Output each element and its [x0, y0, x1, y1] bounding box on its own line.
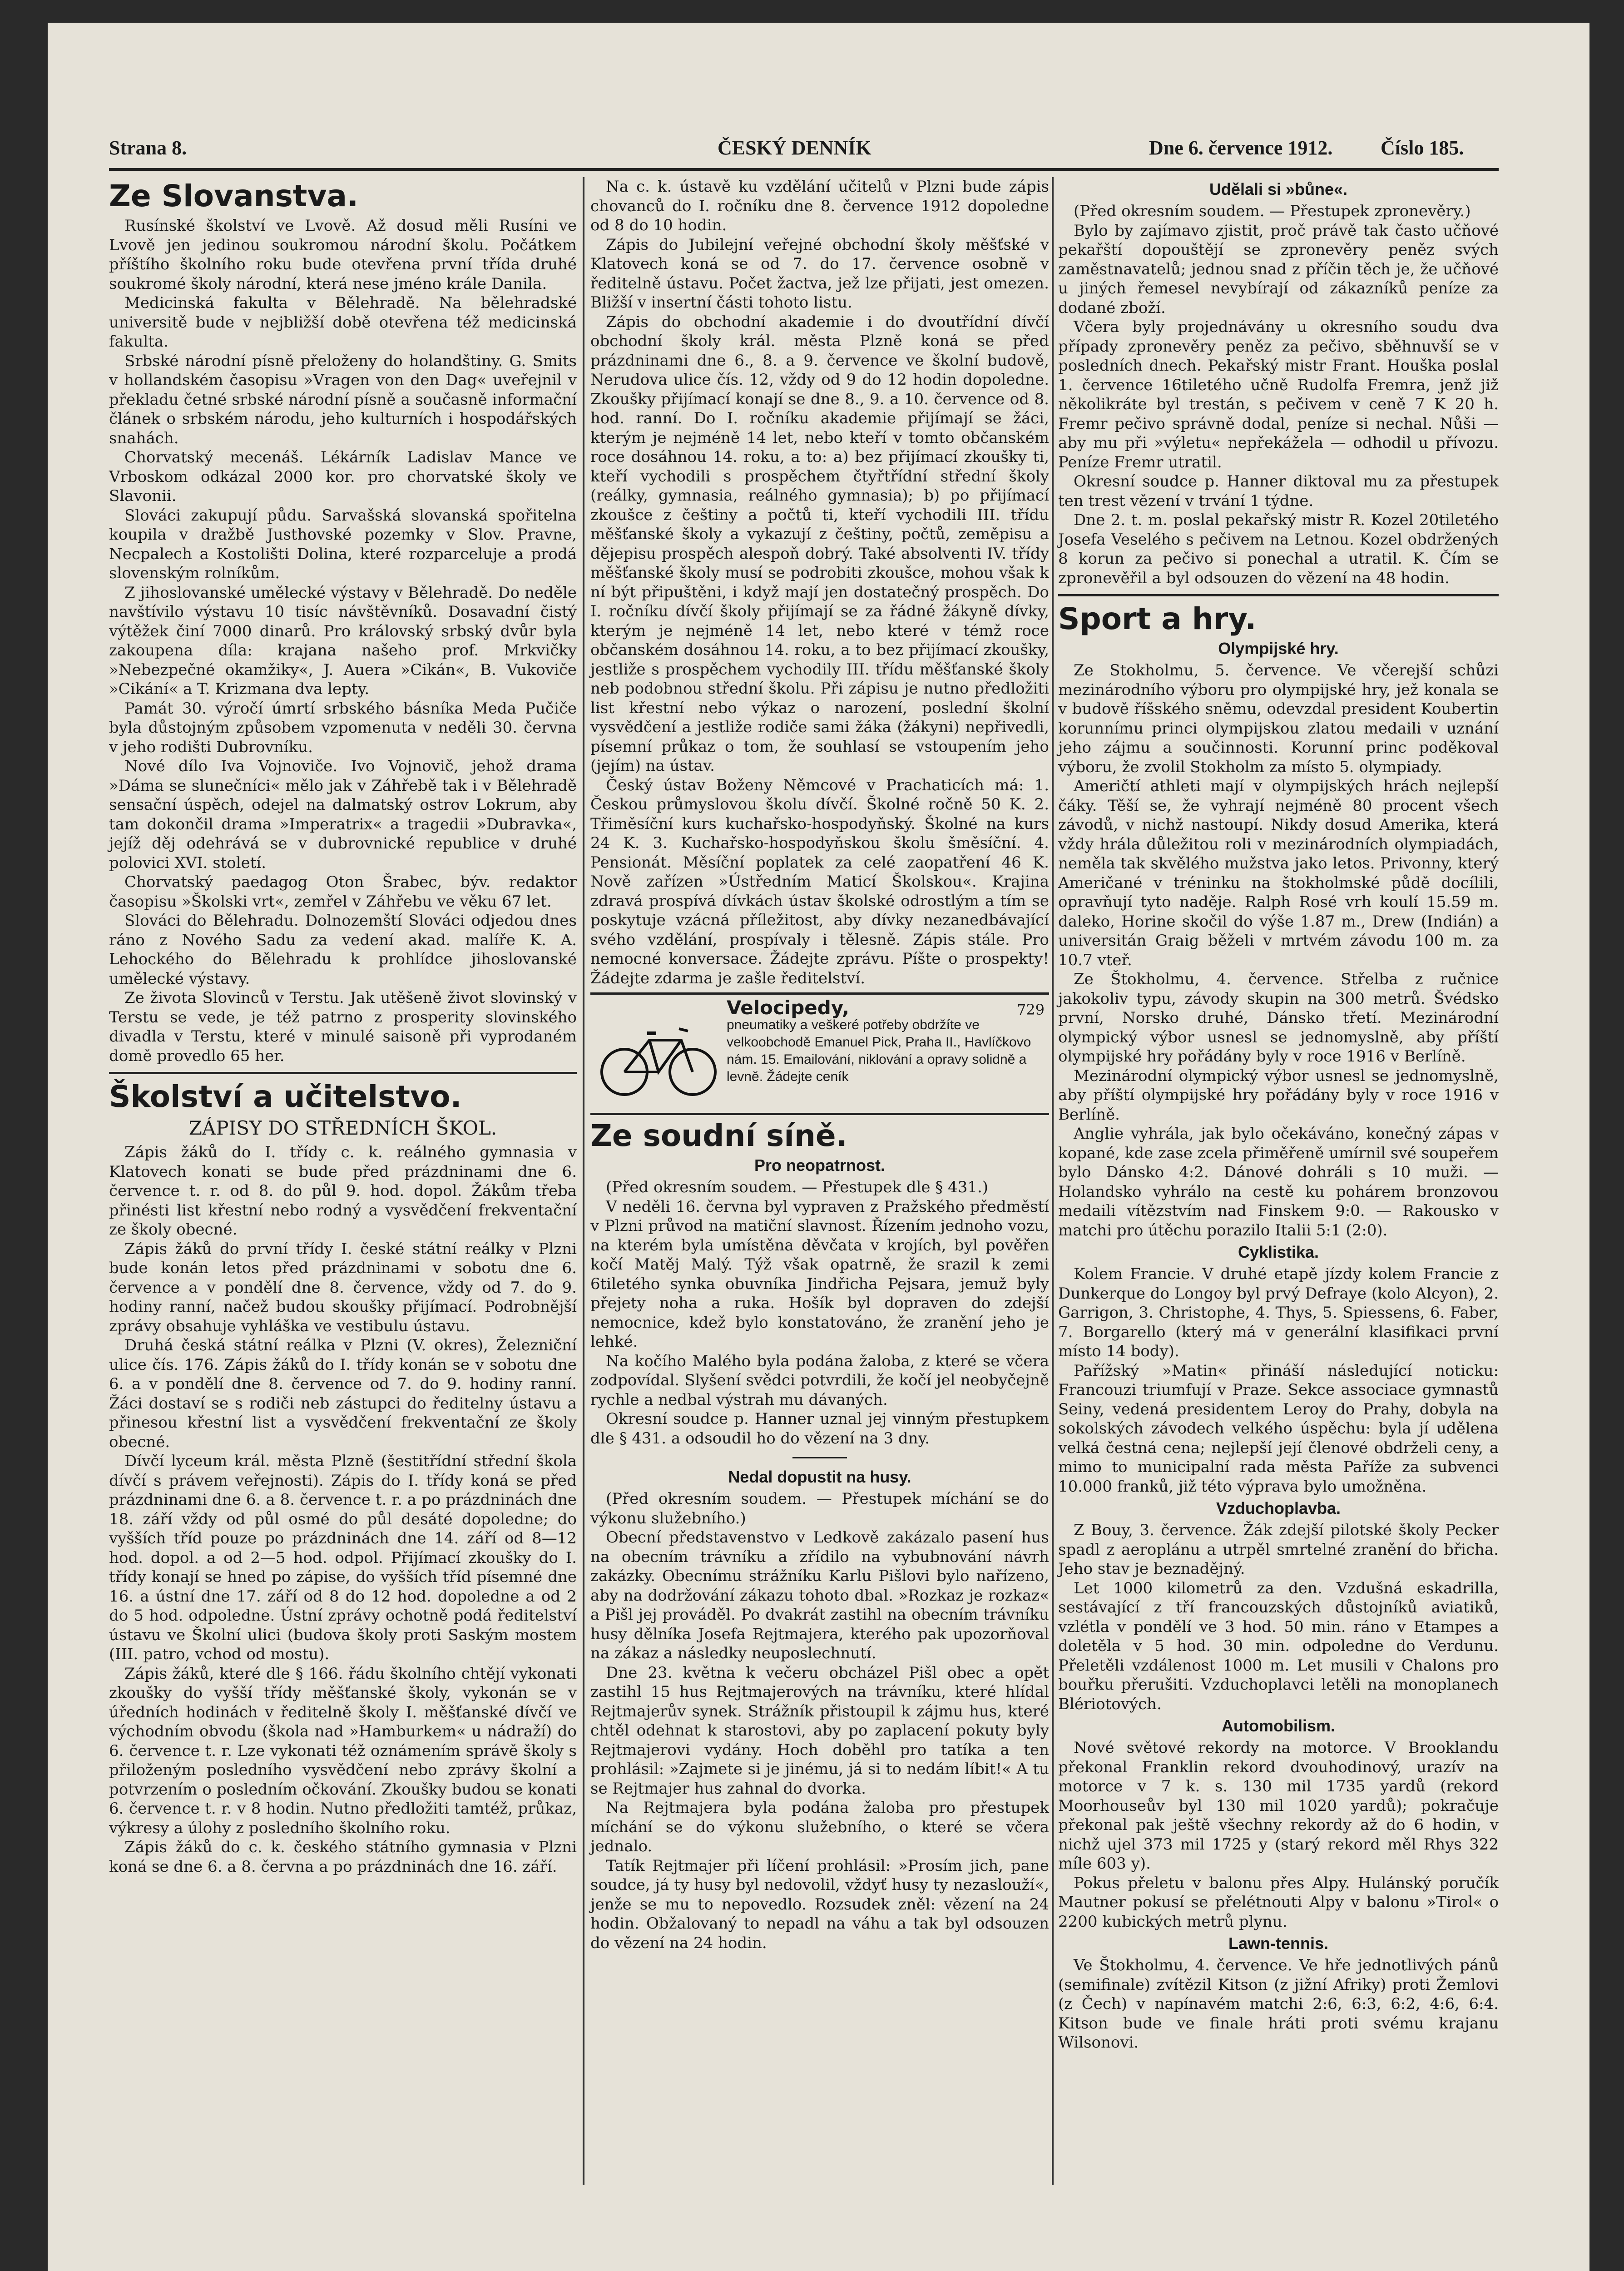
article-paragraph: Srbské národní písně přeloženy do holandštiny. G. Smits v hollandském časopisu »Vragen von den Dag« uveřejnil v překladu četné srbské národní písně a současně informační článek o srbském národu, jeho kulturních i hospodářských snahách.	[109, 352, 577, 447]
article-heading: ZÁPISY DO STŘEDNÍCH ŠKOL.	[188, 1117, 497, 1139]
article-paragraph: Druhá česká státní reálka v Plzni (V. okres), Železniční ulice čís. 176. Zápis žáků do I. třídy konán se v sobotu dne 6. a v pondělí dne 8. července od 7. do 9. hodiny ranní. Žáci dostaví se s rodiči neb zástupci do ředitelny ústavu a přinesou křestní list a vysvědčení frekventační ze školy obecné.	[109, 1336, 577, 1451]
article-heading: Nedal dopustit na husy.	[728, 1468, 911, 1486]
article-paragraph: Kolem Francie. V druhé etapě jízdy kolem Francie z Dunkerque do Longoy byl prvý Defraye (kolo Alcyon), 2. Garrigon, 3. Christophe, 4. Thys, 5. Spiessens, 6. Faber, 7. Borgarello (který má v generální klasifikaci první místo 14 body).	[1058, 1265, 1499, 1360]
article-paragraph: Medicinská fakulta v Bělehradě. Na bělehradské universitě bude v nejbližší době otevřena též medicinská fakulta.	[109, 294, 577, 351]
article-heading: Cyklistika.	[1238, 1243, 1319, 1261]
article-paragraph: Slováci zakupují půdu. Sarvašská slovanská spořitelna koupila v dražbě Justhovské pozemky v Slov. Pravne, Necpalech a Kostolišti Dolina, které rozparceluje a prodá slovenským rolníkům.	[109, 506, 577, 582]
column-divider	[1052, 177, 1054, 2185]
column-3	[1058, 177, 1499, 2053]
article-paragraph: Ze Stokholmu, 5. července. Ve včerejší schůzi mezinárodního výboru pro olympijské hry, jež konala se v budově říšského sněmu, odevzdal president Koubertin korunnímu princi olympijskou zlatou medaili v uznání jeho zájmu a součinnosti. Korunní princ poděkoval výboru, že zvolil Stokholm za místo 5. olympiady.	[1058, 661, 1499, 776]
article-paragraph: (Před okresním soudem. — Přestupek míchání se do výkonu služebního.)	[590, 1490, 1049, 1527]
article-paragraph: Nové světové rekordy na motorce. V Brooklandu překonal Franklin rekord dvouhodinový, urazív na motorce v 7 k. s. 130 mil 1735 yardů (rekord Moorhouseův byl 130 mil 1020 yardů); pokračuje překonal pak ještě všechny rekordy až do 6 hodin, v nichž ujel 373 mil 1725 y (starý rekord měl Rhys 322 míle 603 y).	[1058, 1739, 1499, 1873]
article-paragraph: (Před okresním soudem. — Přestupek dle § 431.)	[606, 1178, 989, 1196]
article-paragraph: Český ústav Boženy Němcové v Prachaticích má: 1. Českou průmyslovou školu dívčí. Školné ročně 50 K. 2. Třiměsíční kurs kuchařsko-hospodyňský. Školné na kurs 24 K. 3. Kuchařsko-hospodyňskou školu šměsíční. 4. Pensionát. Měsíční poplatek za celé zaopatření 46 K. Nově zařízen »Ústředním Maticí Školskou«. Krajina zdravá prospívá dívkách ústav školské odrostlým a tím se poskytuje vzácná příležitost, aby dívky nezanedbávající svého vzdělání, prospívaly i tělesně. Zápis stále. Pro nemocné konversace. Žádejte zprávu. Píšte o prospekty! Žádejte zdarma je zašle ředitelství.	[590, 776, 1049, 987]
section-title-schools: Školství a učitelstvo.	[109, 1079, 462, 1114]
ad-number: 729	[1016, 1001, 1045, 1018]
article-paragraph: V neděli 16. června byl vypraven z Pražského předměstí v Plzni průvod na matiční slavnost. Řízením jednoho vozu, na kterém byla umístěna děvčata v krojích, byl pověřen kočí Matěj Malý. Týž však opatrně, že srazil k zemi 6tiletého synka obuvníka Jindřicha Pejsara, jemuž byly přejety noha a ruka. Hošík byl dopraven do zdejší nemocnice, kdež bylo konstatováno, že zranění jeho je lehké.	[590, 1197, 1049, 1351]
article-paragraph: Na Rejtmajera byla podána žaloba pro přestupek míchání se do výkonu služebního, o které se včera jednalo.	[590, 1799, 1049, 1855]
article-paragraph: Pokus přeletu v balonu přes Alpy. Hulánský poručík Mautner pokusí se přelétnouti Alpy v balonu »Tirol« o 2200 kubických metrů plynu.	[1058, 1874, 1499, 1931]
ad-headline: Velocipedy,	[727, 997, 849, 1019]
article-paragraph: Američtí athleti mají v olympijských hrách nejlepší čáky. Těší se, že vyhrají nejméně 80 procent všech závodů, v nichž nastoupí. Nikdy dosud Amerika, která vždy hrála důležitou roli v mezinárodních olympiadách, neměla tak skvělého mužstva jako letos. Privonny, který Američané v tréninku na štokholmské půdě docílili, opravňují tyto naděje. Ralph Rosé vrh koulí 15.59 m. daleko, Horine skočil do výše 1.87 m., Drew (Indián) a universitán Graig běželi v mrtvém závodu 100 m. za 10.7 vteř.	[1058, 777, 1499, 969]
article-paragraph: Památ 30. výročí úmrtí srbského básníka Meda Pučiče byla důstojným způsobem vzpomenuta v neděli 30. června v jeho rodišti Dubrovníku.	[109, 699, 577, 756]
article-paragraph: Nové dílo Iva Vojnoviče. Ivo Vojnovič, jehož drama »Dáma se slunečníci« mělo jak v Záhřebě tak i v Bělehradě sensační úspěch, odejel na dalmatský ostrov Lokrum, aby tam dokončil drama »Imperatrix« a tragedii »Dubravka«, jejíž děj odehrává se v dubrovnické republice v druhé polovici XVI. století.	[109, 757, 577, 872]
article-heading: Olympijské hry.	[1218, 639, 1339, 658]
article-paragraph: Zápis žáků, které dle § 166. řádu školního chtějí vykonati zkoušky do vyšší třídy měšťanské školy, vykonán se v úředních hodinách v ředitelně školy I. měšťanské dívčí ve východním obvodu (škola nad »Hamburkem« u nádraží) do 6. července t. r. Lze vykonati též oznámením správě školy s přiloženým posledního vysvědčení nebo zprávy školní a potvrzením o posledním očkování. Zkoušky budou se konati 6. července t. r. v 8 hodin. Nutno předložiti tamtéž, průkaz, výkresy a úlohy z posledního školního roku.	[109, 1664, 577, 1837]
article-paragraph: Zápis do obchodní akademie i do dvoutřídní dívčí obchodní školy král. města Plzně koná se před prázdninami dne 6., 8. a 9. července ve školní budově, Nerudova ulice čís. 12, vždy od 9 do 12 hodin dopoledne. Zkoušky přijímací konají se dne 8., 9. a 10. července od 8. hod. ranní. Do I. ročníku akademie přijímají se žáci, kterým je nejméně 14 let, nebo kteří v tomto občanském roce dosáhnou 14. roku, a to: a) bez přijímací zkoušky ti, kteří vychodili s prospěchem čtyřtřídní střední školy (reálky, gymnasia, reálného gymnasia); b) po přijímací zkoušce z češtiny a počtů ti, kteří vychodili III. třídu měšťanské školy a vykazují z češtiny, počtů, zeměpisu a dějepisu prospěch alespoň dobrý. Také absolventi IV. třídy měšťanské školy musí se podrobiti zkoušce, mohou však k ní být připuštěni, i když mají jen dostatečný prospěch. Do I. ročníku dívčí školy přijímají se za řádné žákyně dívky, kterým je nejméně 14 let, nebo které v témž roce občanském dosáhnou 14. roku, a to bez přijímací zkoušky, jestliže s prospěchem vychodily III. třídu měšťanské školy neb podobnou střední školu. Při zápisu je nutno předložiti list křestní nebo výkaz o narození, poslední školní vysvědčení a jestliže rodiče sami žáka (žákyni) nepřivedli, písemní průkaz o tom, že souhlasí se vstoupením jeho (jejím) na ústav.	[590, 312, 1049, 775]
article-paragraph: Chorvatský mecenáš. Lékárník Ladislav Mance ve Vrboskom odkázal 2000 kor. pro chorvatské školy ve Slavonii.	[109, 448, 577, 505]
ad-body: pneumatiky a veškeré potřeby obdržíte ve velkoobchodě Emanuel Pick, Praha II., Havlíčkovo nám. 15. Emailování, niklování a opravy solidně a levně. Žádejte ceník	[727, 1017, 1031, 1084]
article-paragraph: (Před okresním soudem. — Přestupek zpronevěry.)	[1074, 202, 1471, 220]
column-1	[109, 177, 577, 1876]
article-paragraph: Ze života Slovinců v Terstu. Jak utěšeně život slovinský v Terstu se vede, je též patrno z prosperity slovinského divadla v Terstu, které v minulé saisoně při vyprodaném domě provedlo 65 her.	[109, 989, 577, 1065]
newspaper-title: ČESKÝ DENNÍK	[718, 137, 871, 159]
page-number: Strana 8.	[109, 137, 187, 159]
article-separator	[792, 1457, 847, 1458]
ad-text-block	[727, 999, 1045, 1086]
column-divider	[583, 177, 584, 2185]
article-paragraph: Z Bouy, 3. července. Žák zdejší pilotské školy Pecker spadl z aeroplánu a utrpěl smrtelné zranění do břicha. Jeho stav je beznadějný.	[1058, 1521, 1499, 1578]
article-paragraph: Rusínské školství ve Lvově. Až dosud měli Rusíni ve Lvově jen jedinou soukromou národní školu. Počátkem příštího školního roku bude otevřena první třída druhé soukromé školy národní, která nese jméno krále Danila.	[109, 217, 577, 293]
article-paragraph: Včera byly projednávány u okresního soudu dva případy zpronevěry peněz za pečivo, sběhnuvší se v posledních dnech. Pekařský mistr Frant. Houška poslal 1. července 16tiletého učně Rudolfa Fremra, jenž již několikráte byl trestán, s pečivem v ceně 7 K 20 h. Fremr pečivo správně dodal, peníze si nechal. Nůši — aby mu při »výletu« nepřekážela — odhodil u přívozu. Peníze Fremr utratil.	[1058, 318, 1499, 471]
issue-number: Číslo 185.	[1381, 137, 1464, 159]
section-rule	[109, 1072, 577, 1074]
article-heading: Automobilism.	[1222, 1716, 1335, 1735]
section-title-court: Ze soudní síně.	[590, 1118, 847, 1153]
article-paragraph: Anglie vyhrála, jak bylo očekáváno, konečný zápas v kopané, kde zase zcela přiměřeně umírnil své soupeřem bylo Dánsko 4:2. Dánové dohráli s 10 muži. — Holandsko vyhrálo na cestě ku pohárem bronzovou medaili vítězstvím nad Finskem 9:0. — Rakousko v matchi pro útěchu porazilo Italii 5:1 (2:0).	[1058, 1125, 1499, 1240]
article-paragraph: Slováci do Bělehradu. Dolnozemští Slováci odjedou dnes ráno z Nového Sadu za vedení akad. malíře K. A. Lehockého do Bělehradu k prohlídce jihoslovanské umělecké výstavy.	[109, 912, 577, 988]
column-2	[590, 177, 1049, 1953]
article-paragraph: Okresní soudce p. Hanner uznal jej vinným přestupkem dle § 431. a odsoudil ho do vězení na 3 dny.	[590, 1410, 1049, 1448]
page-header	[109, 136, 1499, 164]
article-paragraph: Z jihoslovanské umělecké výstavy v Bělehradě. Do neděle navštívilo výstavu 10 tisíc návštěvníků. Dosavadní čistý výtěžek činí 7000 dinarů. Pro královský srbský dvůr byla zakoupena díla: krajana našeho prof. Mrkvičky »Nebezpečné okamžiky«, J. Auera »Cikán«, B. Vukoviče »Cikání« a T. Krizmana dva lepty.	[109, 583, 577, 698]
section-title-sport: Sport a hry.	[1058, 601, 1257, 636]
article-paragraph: Bylo by zajímavo zjistit, proč právě tak často učňové pekařští dopouštějí se zpronevěry peněz svých zaměstnavatelů; jednou snad z příčin těch je, že učňové u jiných řemesel nevybírají od zákazníků peníze za dodané zboží.	[1058, 221, 1499, 317]
article-heading: Lawn-tennis.	[1228, 1934, 1328, 1953]
article-paragraph: Zápis do Jubilejní veřejné obchodní školy měšťské v Klatovech koná se od 7. do 17. července osobně v ředitelně ústavu. Počet žactva, jež lze přijati, jest omezen. Bližší v insertní části tohoto listu.	[590, 235, 1049, 312]
article-paragraph: Ve Štokholmu, 4. července. Ve hře jednotlivých pánů (semifinale) zvítězil Kitson (z jižní Afriky) proti Žemlovi (z Čech) v napínavém matchi 2:6, 6:3, 6:2, 4:6, 6:4. Kitson bude ve finale hráti proti svému krajanu Wilsonovi.	[1058, 1956, 1499, 2052]
article-heading: Vzduchoplavba.	[1216, 1499, 1341, 1517]
section-title-slavs: Ze Slovanstva.	[109, 179, 359, 213]
article-paragraph: Tatík Rejtmajer při líčení prohlásil: »Prosím jich, pane soudce, já ty husy byl nedovolil, vždyť husy ty nezaslouží«, jenže se mu to nepovedlo. Rozsudek zněl: vězení na 24 hodin. Obžalovaný to nepadl na váhu a tak byl odsouzen do vězení na 24 hodin.	[590, 1856, 1049, 1952]
article-heading: Udělali si »bůne«.	[1209, 180, 1348, 198]
article-paragraph: Na c. k. ústavě ku vzdělání učitelů v Plzni bude zápis chovanců do I. ročníku dne 8. července 1912 dopoledne od 8 do 10 hodin.	[590, 178, 1049, 234]
article-paragraph: Zápis žáků do I. třídy c. k. reálného gymnasia v Klatovech konati se bude před prázdninami dne 6. července t. r. od 8. do půl 9. hod. dopol. Žákům třeba přinésti list křestní nebo rodný a vysvědčení frekventační ze školy obecné.	[109, 1143, 577, 1239]
article-paragraph: Okresní soudce p. Hanner diktoval mu za přestupek ten trest vězení v trvání 1 týdne.	[1058, 472, 1499, 510]
article-paragraph: Chorvatský paedagog Oton Šrabec, býv. redaktor časopisu »Školski vrt«, zemřel v Záhřebu ve věku 67 let.	[109, 873, 577, 911]
article-paragraph: Mezinárodní olympický výbor usnesl se jednomyslně, aby příští olympijské hry pořádány byly v roce 1916 v Berlíně.	[1058, 1066, 1499, 1124]
article-heading: Pro neopatrnost.	[754, 1156, 886, 1175]
article-paragraph: Ze Štokholmu, 4. července. Střelba z ručnice jakokoliv typu, závody skupin na 300 metrů. Švédsko první, Norsko druhé, Dánsko třetí. Mezinárodní olympický výbor usnesl se jednomyslně, aby příští olympijské hry pořádány byly v roce 1916 v Berlíně.	[1058, 970, 1499, 1066]
article-paragraph: Obecní představenstvo v Ledkově zakázalo pasení hus na obecním trávníku a zřídilo na vybubnování návrh zakázky. Obecnímu strážníku Karlu Pišlovi bylo nařízeno, aby na dodržování zákazu tohoto dbal. »Rozkaz je rozkaz« a Pišl jej prováděl. Po dvakrát zastihl na obecním trávníku husy dělníka Josefa Rejtmajera, kterého pak upozorňoval na zákaz a následky neuposlechnutí.	[590, 1528, 1049, 1662]
article-paragraph: Zápis žáků do první třídy I. české státní reálky v Plzni bude konán letos před prázdninami v sobotu dne 6. července a v pondělí dne 8. července, vždy od 7. do 9. hodiny ranní, načež budou skoušky přijímací. Podrobnější zprávy obsahuje vyhláška ve vestibulu ústavu.	[109, 1240, 577, 1335]
article-paragraph: Let 1000 kilometrů za den. Vzdušná eskadrilla, sestávající z tří francouzských důstojníků aviatiků, vzlétla v pondělí ve 3 hod. 50 min. ráno v Etampes a doletěla v 5 hod. 30 min. odpoledne do Verdunu. Přeletěli vzdálenost 1000 m. Let musili v Chalons pro bouřku přerušiti. Vzduchoplavci letěli na monoplanech Blériotových.	[1058, 1579, 1499, 1713]
article-paragraph: Zápis žáků do c. k. českého státního gymnasia v Plzni koná se dne 6. a 8. června a po prázdninách dne 16. září.	[109, 1838, 577, 1876]
article-paragraph: Dne 23. května k večeru obcházel Pišl obec a opět zastihl 15 hus Rejtmajerových na trávníku, které hlídal Rejtmajerův synek. Strážník přistoupil k zájmu hus, které chtěl odehnat k starostovi, aby po zaplacení pokuty byly Rejtmajerovi vydány. Hoch doběhl pro tatíka a ten prohlásil: »Zajmete si je jinému, já si to nedám líbit!« A tu se Rejtmajer hus zahnal do dvorka.	[590, 1663, 1049, 1798]
section-rule	[1058, 594, 1499, 596]
bicycle-advertisement	[590, 992, 1049, 1115]
header-date: Dne 6. července 1912.	[1149, 137, 1333, 159]
article-paragraph: Dívčí lyceum král. města Plzně (šestitřídní střední škola dívčí s právem veřejnosti). Zápis do I. třídy koná se před prázdninami dne 6. a 8. července t. r. a po prázdninách dne 18. září vždy od půl osmé do půl desáté dopoledne; do vyšších tříd pouze po prázdninách dne 14. září od 8—12 hod. dopol. a od 2—5 hod. odpol. Přijímací zkoušky do I. třídy konají se hned po zápise, do vyšších tříd písemné dne 16. a ústní dne 17. září od 8 do 12 hod. dopoledne a od 2 do 5 hod. odpoledne. Ústní zprávy ochotně podá ředitelství ústavu ve Školní ulici (budova školy proti Saským mostem (III. patro, vchod od mostu).	[109, 1452, 577, 1663]
article-paragraph: Na kočího Malého byla podána žaloba, z které se včera zodpovídal. Slyšení svědci potvrdili, že kočí jel neobyčejně rychle a nedbal výstrah mu dávaných.	[590, 1352, 1049, 1409]
bicycle-icon	[599, 1013, 718, 1099]
article-paragraph: Pařížský »Matin« přináší následující noticku: Francouzi triumfují v Praze. Sekce associace gymnastů Seiny, vedená presidentem Leroy do Prahy, dobyla na sokolských závodech velkého úspěchu: byla jí udělena velká čestná cena; nejlepší její členové obdrželi ceny, a mimo to municipalní rada města Paříže za subvenci 10.000 franků, již této výprava bylo umožněna.	[1058, 1361, 1499, 1496]
header-rule	[109, 168, 1499, 171]
article-paragraph: Dne 2. t. m. poslal pekařský mistr R. Kozel 20tiletého Josefa Veselého s pečivem na Letnou. Kozel obdržených 8 korun za pečivo si ponechal a utratil. K. Čím se zpronevěřil a byl odsouzen do vězení na 48 hodin.	[1058, 511, 1499, 587]
